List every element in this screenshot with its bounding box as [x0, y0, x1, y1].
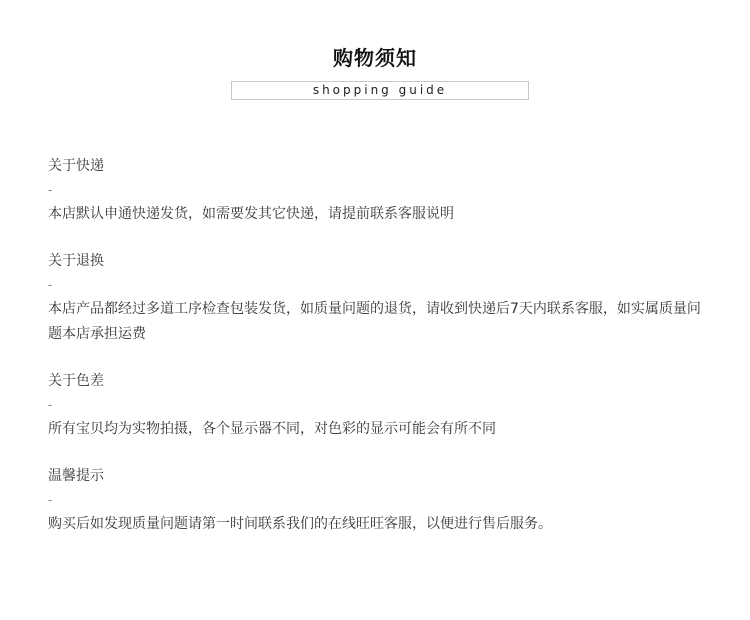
section-body: 本店产品都经过多道工序检查包装发货，如质量问题的退货，请收到快递后7天内联系客服，如实属质量问题本店承担运费	[48, 301, 701, 342]
section-heading: 关于退换	[48, 253, 104, 269]
section-heading: 温馨提示	[48, 468, 104, 484]
page-header	[0, 44, 750, 72]
section-tips	[48, 466, 713, 537]
section-returns	[48, 251, 713, 347]
section-divider-dash: -	[48, 493, 53, 507]
section-color-difference	[48, 371, 713, 442]
page-title: 购物须知	[333, 46, 417, 70]
section-body: 本店默认申通快递发货，如需要发其它快递，请提前联系客服说明	[48, 206, 454, 222]
section-heading: 关于色差	[48, 373, 104, 389]
section-body: 购买后如发现质量问题请第一时间联系我们的在线旺旺客服，以便进行售后服务。	[48, 516, 552, 532]
section-heading: 关于快递	[48, 158, 104, 174]
section-divider-dash: -	[48, 183, 53, 197]
page-subtitle: shopping guide	[231, 81, 529, 100]
section-body: 所有宝贝均为实物拍摄，各个显示器不同，对色彩的显示可能会有所不同	[48, 421, 496, 437]
section-divider-dash: -	[48, 398, 53, 412]
guide-sections	[48, 156, 713, 561]
section-express	[48, 156, 713, 227]
section-divider-dash: -	[48, 278, 53, 292]
